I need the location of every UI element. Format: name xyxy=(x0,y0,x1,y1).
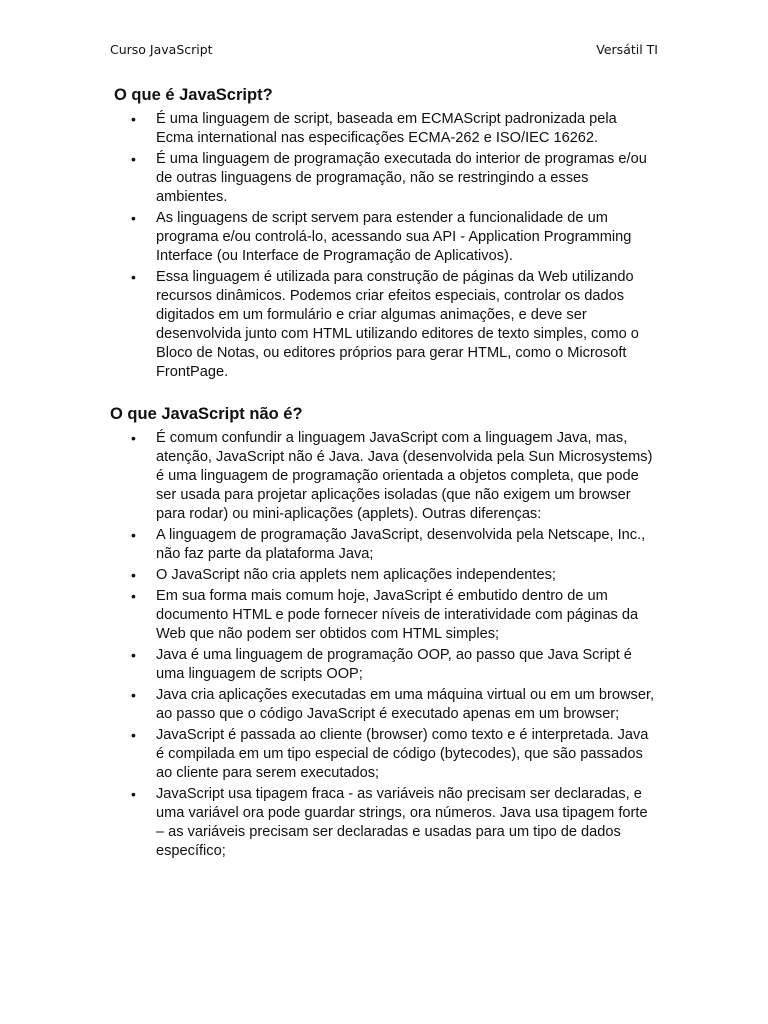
list-item: • JavaScript é passada ao cliente (browser) como texto e é interpretada. Java é compilada em um tipo especial de código (bytecodes), que são passados ao cliente para serem executados; xyxy=(0,726,656,783)
list-item: • Java é uma linguagem de programação OOP, ao passo que Java Script é uma linguagem de scripts OOP; xyxy=(0,646,656,684)
list-item: • Java cria aplicações executadas em uma máquina virtual ou em um browser, ao passo que o código JavaScript é executado apenas em um browser; xyxy=(0,686,656,724)
list-item: • JavaScript usa tipagem fraca - as variáveis não precisam ser declaradas, e uma variável ora pode guardar strings, ora números. Java usa tipagem forte – as variáveis precisam ser declaradas e usadas para um tipo de dados específico; xyxy=(0,785,656,861)
header-company-name: Versátil TI xyxy=(596,42,658,57)
list-item: • O JavaScript não cria applets nem aplicações independentes; xyxy=(0,566,656,585)
list-item: • A linguagem de programação JavaScript, desenvolvida pela Netscape, Inc., não faz parte da plataforma Java; xyxy=(0,526,656,564)
bullet-list-what-is xyxy=(0,110,656,384)
list-item: • É comum confundir a linguagem JavaScript com a linguagem Java, mas, atenção, JavaScript não é Java. Java (desenvolvida pela Sun Microsystems) é uma linguagem de programação orientada a objetos completa, que pode ser usada para projetar aplicações isoladas (que não exigem um browser para rodar) ou mini-aplicações (applets). Outras diferenças: xyxy=(0,429,656,524)
list-item: • As linguagens de script servem para estender a funcionalidade de um programa e/ou controlá-lo, acessando sua API - Application Programming Interface (ou Interface de Programação de Aplicativos). xyxy=(0,209,656,266)
section-heading-what-is-not: O que JavaScript não é? xyxy=(110,405,303,423)
list-item: • Essa linguagem é utilizada para construção de páginas da Web utilizando recursos dinâmicos. Podemos criar efeitos especiais, controlar os dados digitados em um formulário e criar algumas animações, e deve ser desenvolvida junto com HTML utilizando editores de texto simples, como o Bloco de Notas, ou editores próprios para gerar HTML, como o Microsoft FrontPage. xyxy=(0,268,656,383)
header-course-title: Curso JavaScript xyxy=(110,42,213,57)
list-item: • É uma linguagem de programação executada do interior de programas e/ou de outras linguagens de programação, não se restringindo a esses ambientes. xyxy=(0,150,656,207)
bullet-list-what-is-not xyxy=(0,429,656,863)
list-item: • Em sua forma mais comum hoje, JavaScript é embutido dentro de um documento HTML e pode fornecer níveis de interatividade com páginas da Web que não podem ser obtidos com HTML simples; xyxy=(0,587,656,644)
list-item: • É uma linguagem de script, baseada em ECMAScript padronizada pela Ecma international nas especificações ECMA-262 e ISO/IEC 16262. xyxy=(0,110,656,148)
section-heading-what-is: O que é JavaScript? xyxy=(114,86,273,104)
